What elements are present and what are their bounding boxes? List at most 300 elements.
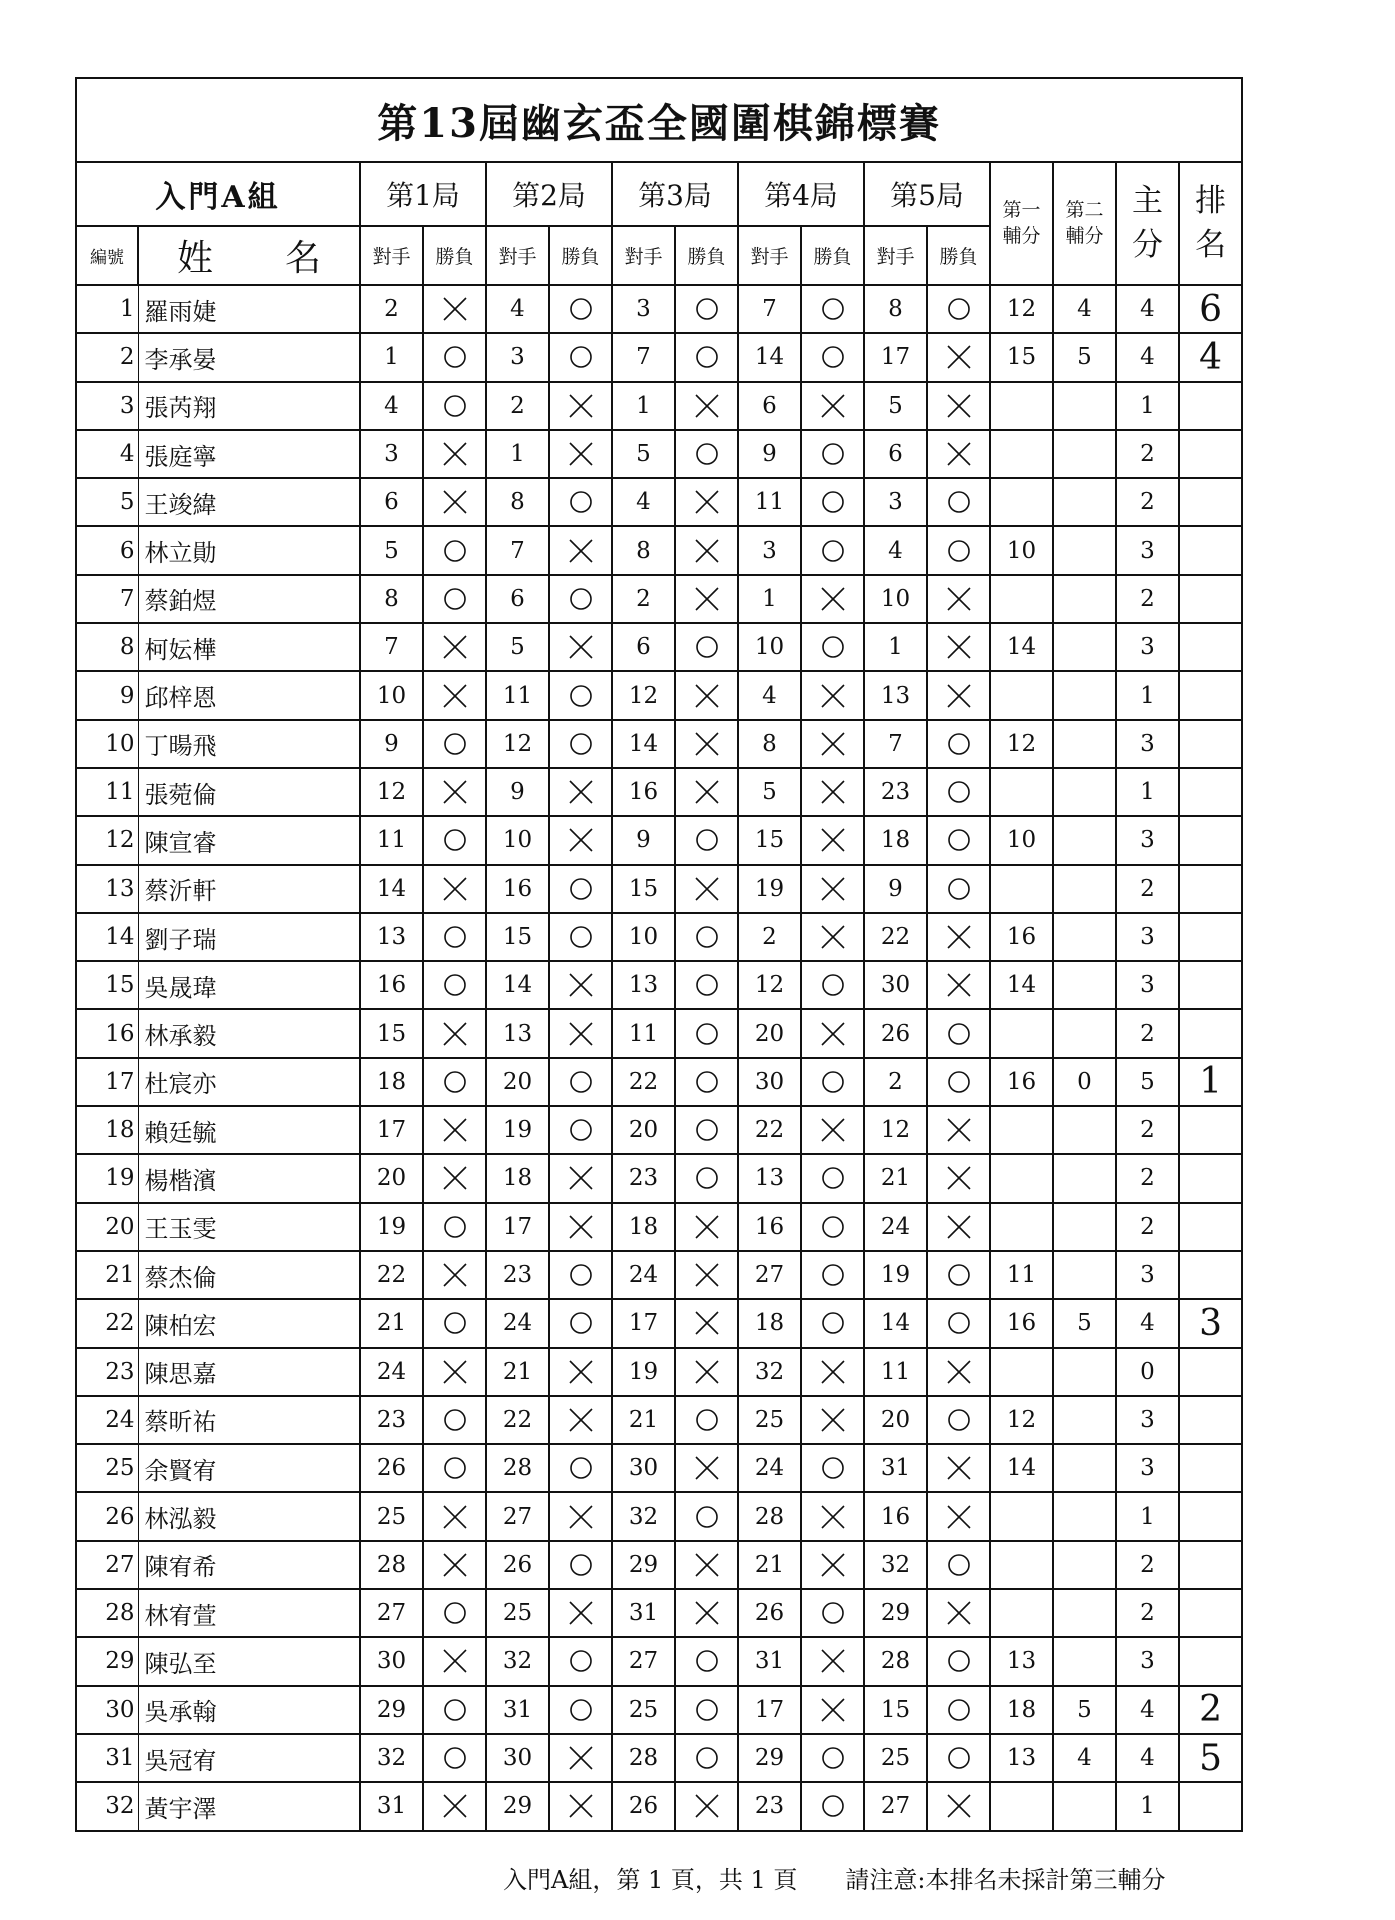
game-result — [927, 1058, 990, 1106]
loss-cross-icon — [819, 1116, 847, 1144]
game-result — [927, 816, 990, 864]
player-name: 楊楷濱 — [138, 1154, 360, 1202]
opponent-number: 19 — [738, 865, 801, 913]
aux1-score: 10 — [990, 816, 1053, 864]
win-circle-icon — [567, 488, 595, 516]
loss-cross-icon — [567, 1406, 595, 1434]
opponent-number: 30 — [486, 1734, 549, 1782]
player-row — [76, 816, 1242, 864]
player-name: 陳思嘉 — [138, 1348, 360, 1396]
game-result — [675, 1203, 738, 1251]
game-result — [549, 865, 612, 913]
loss-cross-icon — [819, 682, 847, 710]
loss-cross-icon — [819, 1551, 847, 1579]
game-result — [423, 623, 486, 671]
loss-cross-icon — [567, 1164, 595, 1192]
game-result — [801, 382, 864, 430]
opponent-number: 10 — [612, 913, 675, 961]
game-result — [549, 333, 612, 381]
player-name: 陳宣睿 — [138, 816, 360, 864]
loss-cross-icon — [693, 875, 721, 903]
player-id: 2 — [76, 333, 138, 381]
game-result — [675, 768, 738, 816]
opponent-number: 32 — [486, 1637, 549, 1685]
game-result — [675, 285, 738, 333]
game-result — [423, 671, 486, 719]
aux2-score — [1053, 1589, 1116, 1637]
win-circle-icon — [819, 537, 847, 565]
loss-cross-icon — [945, 971, 973, 999]
loss-cross-icon — [945, 1503, 973, 1531]
player-name: 張庭寧 — [138, 430, 360, 478]
opponent-number: 28 — [612, 1734, 675, 1782]
player-row — [76, 1348, 1242, 1396]
win-circle-icon — [567, 1551, 595, 1579]
main-score: 2 — [1116, 478, 1179, 526]
aux2-score — [1053, 671, 1116, 719]
main-score: 1 — [1116, 1782, 1179, 1830]
win-circle-icon — [819, 1792, 847, 1820]
player-id: 6 — [76, 526, 138, 574]
opponent-number: 25 — [864, 1734, 927, 1782]
aux2-score — [1053, 1492, 1116, 1540]
win-circle-icon — [945, 1309, 973, 1337]
loss-cross-icon — [945, 1164, 973, 1192]
rank-header: 排 名 — [1179, 162, 1242, 285]
opponent-number: 8 — [486, 478, 549, 526]
opponent-number: 16 — [360, 961, 423, 1009]
opponent-number: 14 — [486, 961, 549, 1009]
game-result — [549, 623, 612, 671]
main-score: 3 — [1116, 961, 1179, 1009]
opponent-number: 23 — [612, 1154, 675, 1202]
loss-cross-icon — [567, 826, 595, 854]
opponent-number: 16 — [864, 1492, 927, 1540]
opponent-header: 對手 — [738, 226, 801, 285]
game-result — [801, 526, 864, 574]
game-result — [549, 1589, 612, 1637]
aux2-score — [1053, 1637, 1116, 1685]
group-name: 入門A組 — [76, 162, 360, 226]
aux1-score — [990, 1589, 1053, 1637]
aux1-score — [990, 1154, 1053, 1202]
loss-cross-icon — [567, 392, 595, 420]
opponent-header: 對手 — [612, 226, 675, 285]
opponent-number: 16 — [612, 768, 675, 816]
rank-value — [1179, 816, 1242, 864]
main-score: 0 — [1116, 1348, 1179, 1396]
win-circle-icon — [693, 1744, 721, 1772]
game-result — [801, 1058, 864, 1106]
loss-cross-icon — [819, 875, 847, 903]
opponent-number: 1 — [360, 333, 423, 381]
player-name: 吳晟瑋 — [138, 961, 360, 1009]
win-circle-icon — [567, 1261, 595, 1289]
loss-cross-icon — [567, 1503, 595, 1531]
player-name: 林泓毅 — [138, 1492, 360, 1540]
loss-cross-icon — [945, 585, 973, 613]
player-id: 25 — [76, 1444, 138, 1492]
game-result — [423, 1009, 486, 1057]
opponent-number: 12 — [486, 720, 549, 768]
loss-cross-icon — [441, 1358, 469, 1386]
aux2-score — [1053, 1154, 1116, 1202]
game-result — [801, 1782, 864, 1830]
player-row — [76, 1492, 1242, 1540]
loss-cross-icon — [567, 537, 595, 565]
aux2-score — [1053, 1541, 1116, 1589]
main-score: 2 — [1116, 1541, 1179, 1589]
player-id: 9 — [76, 671, 138, 719]
win-circle-icon — [819, 295, 847, 323]
aux2-score — [1053, 623, 1116, 671]
rank-value — [1179, 478, 1242, 526]
win-circle-icon — [819, 488, 847, 516]
player-id: 4 — [76, 430, 138, 478]
win-circle-icon — [693, 343, 721, 371]
game-result — [801, 671, 864, 719]
opponent-number: 29 — [612, 1541, 675, 1589]
player-row — [76, 1009, 1242, 1057]
main-score: 2 — [1116, 1154, 1179, 1202]
opponent-number: 15 — [360, 1009, 423, 1057]
opponent-number: 13 — [612, 961, 675, 1009]
player-id: 5 — [76, 478, 138, 526]
game-result — [927, 575, 990, 623]
win-circle-icon — [693, 440, 721, 468]
game-result — [423, 913, 486, 961]
main-score: 2 — [1116, 430, 1179, 478]
rank-value — [1179, 1009, 1242, 1057]
results-table — [75, 77, 1243, 1832]
game-result — [927, 430, 990, 478]
game-result — [675, 1154, 738, 1202]
game-result — [801, 1492, 864, 1540]
loss-cross-icon — [441, 488, 469, 516]
opponent-number: 31 — [360, 1782, 423, 1830]
opponent-number: 8 — [864, 285, 927, 333]
loss-cross-icon — [693, 1551, 721, 1579]
main-score: 4 — [1116, 333, 1179, 381]
win-circle-icon — [819, 1068, 847, 1096]
game-result — [549, 1009, 612, 1057]
opponent-number: 18 — [864, 816, 927, 864]
player-row — [76, 430, 1242, 478]
aux2-score: 4 — [1053, 285, 1116, 333]
opponent-number: 24 — [864, 1203, 927, 1251]
game-result — [675, 333, 738, 381]
win-circle-icon — [441, 1309, 469, 1337]
player-row — [76, 623, 1242, 671]
player-row — [76, 1637, 1242, 1685]
game-result — [423, 478, 486, 526]
loss-cross-icon — [819, 1406, 847, 1434]
win-circle-icon — [945, 1261, 973, 1289]
win-circle-icon — [693, 826, 721, 854]
opponent-number: 29 — [738, 1734, 801, 1782]
win-circle-icon — [945, 1020, 973, 1048]
game-result — [549, 1348, 612, 1396]
player-id: 8 — [76, 623, 138, 671]
player-name: 李承晏 — [138, 333, 360, 381]
opponent-number: 22 — [864, 913, 927, 961]
player-row — [76, 1734, 1242, 1782]
aux2-score — [1053, 720, 1116, 768]
main-score: 3 — [1116, 526, 1179, 574]
win-circle-icon — [945, 1551, 973, 1579]
loss-cross-icon — [693, 585, 721, 613]
loss-cross-icon — [945, 682, 973, 710]
main-score: 2 — [1116, 1106, 1179, 1154]
main-score: 3 — [1116, 1251, 1179, 1299]
game-result — [927, 1782, 990, 1830]
player-id: 30 — [76, 1686, 138, 1734]
player-name: 林立勛 — [138, 526, 360, 574]
rank-value: 4 — [1179, 333, 1242, 381]
loss-cross-icon — [945, 633, 973, 661]
loss-cross-icon — [819, 778, 847, 806]
opponent-number: 19 — [864, 1251, 927, 1299]
game-result — [549, 1299, 612, 1347]
opponent-number: 5 — [864, 382, 927, 430]
game-result — [549, 1541, 612, 1589]
win-circle-icon — [945, 537, 973, 565]
main-score: 3 — [1116, 913, 1179, 961]
game-result — [801, 913, 864, 961]
game-result — [675, 720, 738, 768]
win-circle-icon — [441, 392, 469, 420]
game-result — [423, 720, 486, 768]
game-result — [675, 1251, 738, 1299]
main-score: 4 — [1116, 1299, 1179, 1347]
game-result — [801, 961, 864, 1009]
rank-value — [1179, 1251, 1242, 1299]
aux2-score — [1053, 865, 1116, 913]
player-row — [76, 720, 1242, 768]
loss-cross-icon — [441, 440, 469, 468]
player-name: 邱梓恩 — [138, 671, 360, 719]
name-header: 姓 名 — [138, 226, 360, 285]
loss-cross-icon — [567, 1792, 595, 1820]
opponent-number: 4 — [486, 285, 549, 333]
rank-value: 2 — [1179, 1686, 1242, 1734]
game-result — [549, 1492, 612, 1540]
game-result — [801, 1251, 864, 1299]
game-result — [675, 1058, 738, 1106]
opponent-number: 13 — [738, 1154, 801, 1202]
game-result — [927, 1541, 990, 1589]
main-score: 1 — [1116, 671, 1179, 719]
win-circle-icon — [819, 1744, 847, 1772]
aux2-score: 4 — [1053, 1734, 1116, 1782]
game-result — [801, 623, 864, 671]
game-result — [423, 1348, 486, 1396]
opponent-number: 32 — [738, 1348, 801, 1396]
loss-cross-icon — [693, 1792, 721, 1820]
main-score: 2 — [1116, 1009, 1179, 1057]
opponent-number: 9 — [864, 865, 927, 913]
opponent-number: 32 — [360, 1734, 423, 1782]
player-id: 23 — [76, 1348, 138, 1396]
aux1-score — [990, 1782, 1053, 1830]
aux1-score: 12 — [990, 720, 1053, 768]
player-row — [76, 526, 1242, 574]
loss-cross-icon — [441, 1164, 469, 1192]
win-circle-icon — [819, 1261, 847, 1289]
game-result — [675, 478, 738, 526]
round-5-header: 第5局 — [864, 162, 990, 226]
game-result — [927, 720, 990, 768]
game-result — [801, 1637, 864, 1685]
player-id: 20 — [76, 1203, 138, 1251]
game-result — [927, 478, 990, 526]
rank-value — [1179, 1106, 1242, 1154]
result-header: 勝負 — [675, 226, 738, 285]
opponent-number: 3 — [486, 333, 549, 381]
opponent-number: 12 — [360, 768, 423, 816]
game-result — [423, 1589, 486, 1637]
opponent-number: 11 — [612, 1009, 675, 1057]
aux2-score — [1053, 768, 1116, 816]
opponent-number: 22 — [486, 1396, 549, 1444]
rank-value: 1 — [1179, 1058, 1242, 1106]
aux1-score: 10 — [990, 526, 1053, 574]
rank-value — [1179, 1589, 1242, 1637]
opponent-number: 9 — [486, 768, 549, 816]
opponent-number: 7 — [486, 526, 549, 574]
game-result — [423, 816, 486, 864]
game-result — [927, 333, 990, 381]
player-row — [76, 1299, 1242, 1347]
game-result — [927, 671, 990, 719]
loss-cross-icon — [819, 585, 847, 613]
opponent-number: 17 — [360, 1106, 423, 1154]
game-result — [801, 1299, 864, 1347]
loss-cross-icon — [945, 1792, 973, 1820]
aux1-score — [990, 1492, 1053, 1540]
loss-cross-icon — [441, 1261, 469, 1289]
opponent-number: 5 — [486, 623, 549, 671]
game-result — [423, 526, 486, 574]
game-result — [675, 961, 738, 1009]
rank-value — [1179, 1396, 1242, 1444]
player-id: 26 — [76, 1492, 138, 1540]
loss-cross-icon — [693, 392, 721, 420]
opponent-number: 21 — [738, 1541, 801, 1589]
opponent-number: 11 — [486, 671, 549, 719]
rank-value: 3 — [1179, 1299, 1242, 1347]
player-id: 3 — [76, 382, 138, 430]
opponent-number: 32 — [864, 1541, 927, 1589]
loss-cross-icon — [819, 1647, 847, 1675]
player-row — [76, 865, 1242, 913]
game-result — [927, 961, 990, 1009]
loss-cross-icon — [693, 537, 721, 565]
opponent-number: 15 — [864, 1686, 927, 1734]
win-circle-icon — [567, 585, 595, 613]
game-result — [927, 1154, 990, 1202]
loss-cross-icon — [945, 1358, 973, 1386]
opponent-number: 5 — [612, 430, 675, 478]
round-3-header: 第3局 — [612, 162, 738, 226]
player-name: 王竣緯 — [138, 478, 360, 526]
player-id: 16 — [76, 1009, 138, 1057]
game-result — [675, 1541, 738, 1589]
win-circle-icon — [945, 875, 973, 903]
game-result — [927, 1589, 990, 1637]
game-result — [423, 1299, 486, 1347]
opponent-number: 27 — [738, 1251, 801, 1299]
opponent-number: 27 — [360, 1589, 423, 1637]
aux1-score: 13 — [990, 1734, 1053, 1782]
win-circle-icon — [693, 1503, 721, 1531]
win-circle-icon — [819, 1309, 847, 1337]
player-id: 13 — [76, 865, 138, 913]
rank-value — [1179, 623, 1242, 671]
game-result — [423, 1782, 486, 1830]
player-row — [76, 671, 1242, 719]
game-result — [549, 285, 612, 333]
player-name: 陳弘至 — [138, 1637, 360, 1685]
loss-cross-icon — [567, 633, 595, 661]
win-circle-icon — [693, 1164, 721, 1192]
aux2-score — [1053, 430, 1116, 478]
opponent-number: 27 — [486, 1492, 549, 1540]
opponent-number: 12 — [864, 1106, 927, 1154]
loss-cross-icon — [945, 923, 973, 951]
game-result — [927, 1299, 990, 1347]
opponent-header: 對手 — [864, 226, 927, 285]
loss-cross-icon — [693, 1213, 721, 1241]
game-result — [423, 961, 486, 1009]
opponent-number: 30 — [738, 1058, 801, 1106]
game-result — [801, 1444, 864, 1492]
game-result — [927, 526, 990, 574]
game-result — [675, 671, 738, 719]
opponent-header: 對手 — [486, 226, 549, 285]
win-circle-icon — [693, 1406, 721, 1434]
opponent-number: 24 — [360, 1348, 423, 1396]
player-id: 31 — [76, 1734, 138, 1782]
loss-cross-icon — [441, 633, 469, 661]
loss-cross-icon — [567, 1744, 595, 1772]
player-row — [76, 382, 1242, 430]
opponent-number: 5 — [738, 768, 801, 816]
opponent-number: 26 — [738, 1589, 801, 1637]
player-id: 24 — [76, 1396, 138, 1444]
opponent-number: 22 — [360, 1251, 423, 1299]
loss-cross-icon — [945, 343, 973, 371]
player-name: 張菀倫 — [138, 768, 360, 816]
player-id: 27 — [76, 1541, 138, 1589]
aux2-score: 5 — [1053, 333, 1116, 381]
loss-cross-icon — [693, 488, 721, 516]
player-name: 陳柏宏 — [138, 1299, 360, 1347]
opponent-number: 28 — [360, 1541, 423, 1589]
loss-cross-icon — [945, 1213, 973, 1241]
player-name: 蔡沂軒 — [138, 865, 360, 913]
win-circle-icon — [945, 295, 973, 323]
opponent-number: 22 — [738, 1106, 801, 1154]
game-result — [927, 1251, 990, 1299]
id-header: 編號 — [76, 226, 138, 285]
game-result — [927, 1637, 990, 1685]
game-result — [927, 1348, 990, 1396]
aux2-score — [1053, 1396, 1116, 1444]
opponent-number: 20 — [738, 1009, 801, 1057]
aux1-score: 15 — [990, 333, 1053, 381]
opponent-number: 23 — [738, 1782, 801, 1830]
